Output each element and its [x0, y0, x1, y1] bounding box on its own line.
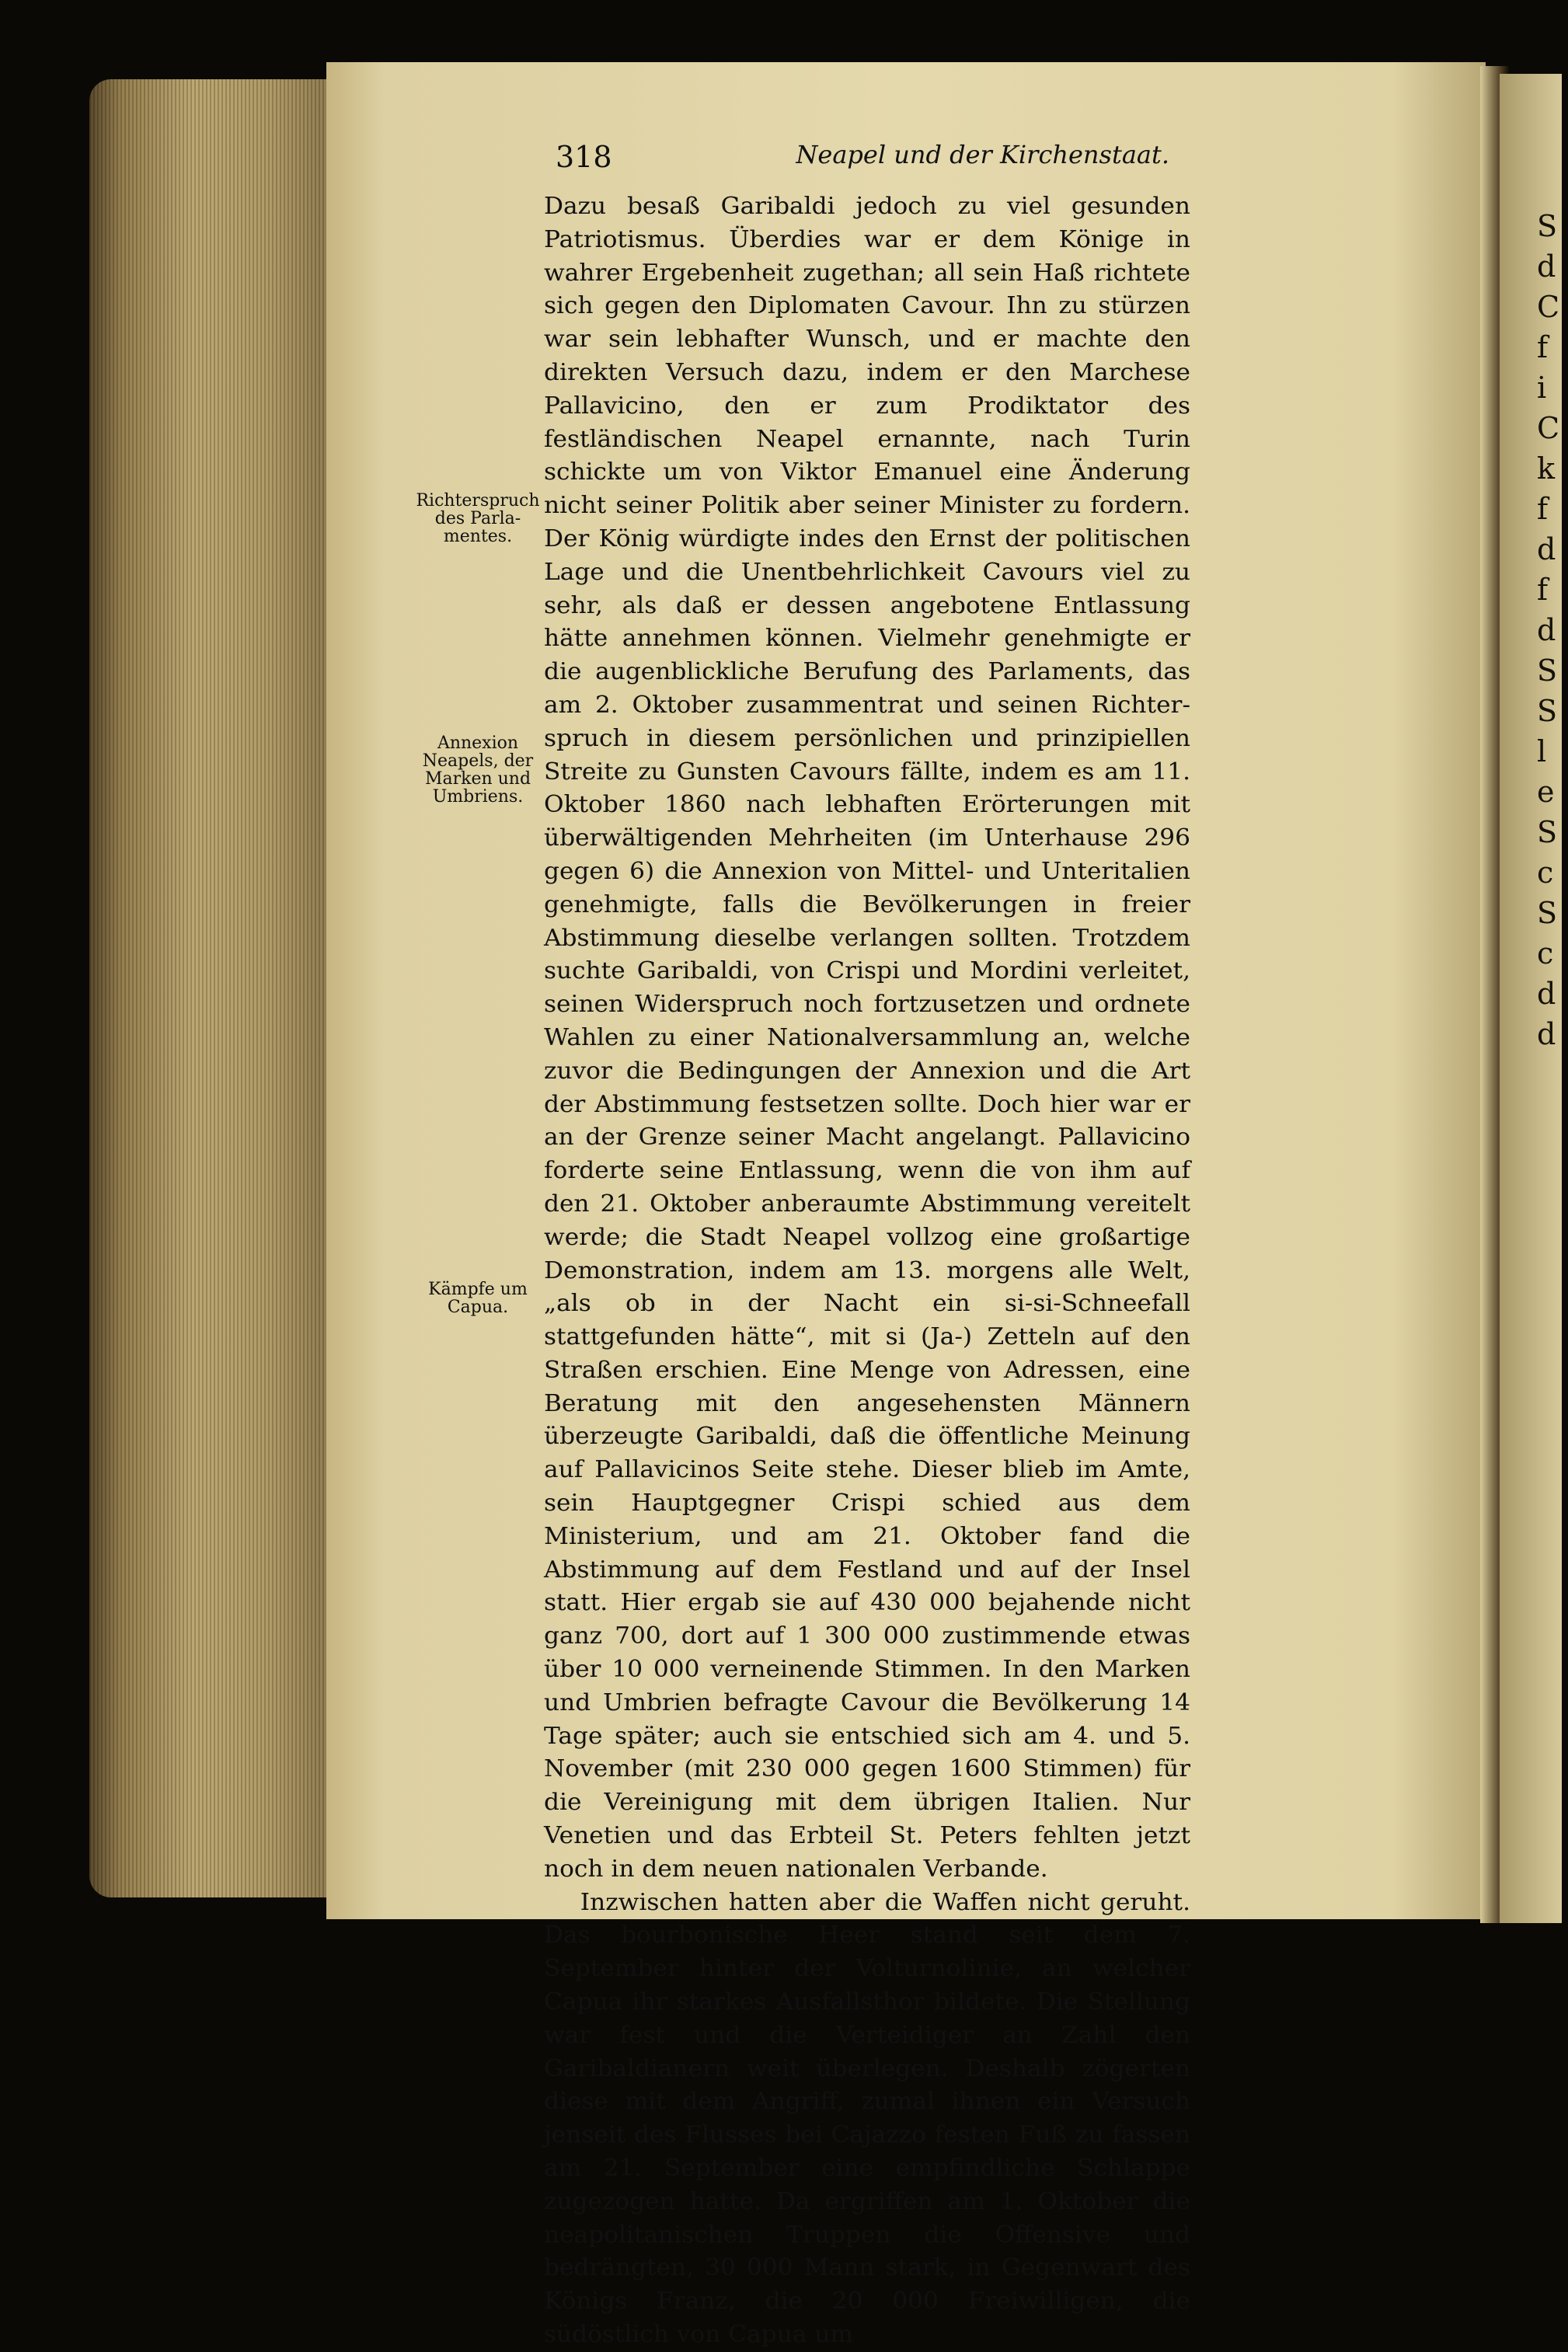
- margin-note-annexion: Annexion Neapels, der Marken und Umbriens.: [422, 733, 534, 807]
- paragraph-1: Dazu besaß Garibaldi jedoch zu viel gesunden Patriotismus. Überdies war er dem Könige in wahrer Ergebenheit zugethan; all sein Haß richtete sich gegen den Diplomaten Cavour. Ihn zu stürzen war sein lebhafter Wunsch, und er machte den direkten Versuch dazu, indem er den Marchese Pallavicino, den er zum Prodiktator des festländischen Neapel ernannte, nach Turin schickte um von Viktor Emanuel eine Änderung nicht seiner Politik aber seiner Minister zu fordern. Der König würdigte indes den Ernst der politischen Lage und die Unentbehrlichkeit Cavours viel zu sehr, als daß er dessen angebotene Entlassung hätte annehmen können. Vielmehr genehmigte er die augenblickliche Berufung des Parlaments, das am 2. Oktober zusammentrat und seinen Richterspruch in diesem persönlichen und prinzipiellen Streite zu Gunsten Cavours fällte, indem es am 11. Oktober 1860 nach lebhaften Erörterungen mit überwältigenden Mehrheiten (im Unterhause 296 gegen 6) die Annexion von Mittel- und Unteritalien genehmigte, falls die Bevölkerungen in freier Abstimmung dieselbe verlangen sollten. Trotzdem suchte Garibaldi, von Crispi und Mordini verleitet, seinen Widerspruch noch fortzusetzen und ordnete Wahlen zu einer Nationalversammlung an, welche zuvor die Bedingungen der Annexion und die Art der Abstimmung festsetzen sollte. Doch hier war er an der Grenze seiner Macht angelangt. Pallavicino forderte seine Entlassung, wenn die von ihm auf den 21. Oktober anberaumte Abstimmung vereitelt werde; die Stadt Neapel vollzog eine großartige Demonstration, indem am 13. morgens alle Welt, „als ob in der Nacht ein si-si-Schneefall stattgefunden hätte“, mit si (Ja-) Zetteln auf den Straßen erschien. Eine Menge von Adressen, eine Beratung mit den angesehensten Männern überzeugte Garibaldi, daß die öffentliche Meinung auf Pallavicinos Seite stehe. Dieser blieb im Amte, sein Hauptgegner Crispi schied aus dem Ministerium, und am 21. Oktober fand die Abstimmung auf dem Festland und auf der Insel statt. Hier ergab sie auf 430 000 bejahende nicht ganz 700, dort auf 1 300 000 zustimmende etwas über 10 000 verneinende Stimmen. In den Marken und Umbrien befragte Cavour die Bevölkerung 14 Tage später; auch sie entschied sich am 4. und 5. November (mit 230 000 gegen 1600 Stimmen) für die Vereinigung mit dem übrigen Italien. Nur Venetien und das Erbteil St. Peters fehlten jetzt noch in dem neuen nationalen Verbande.: [544, 193, 1190, 1883]
- next-page-edge: [1500, 74, 1562, 1923]
- page-header: [556, 140, 1169, 179]
- book-page-edges: [89, 79, 350, 1897]
- margin-note-kaempfe-um-capua: Kämpfe um Capua.: [428, 1280, 528, 1317]
- paragraph-2: Inzwischen hatten aber die Waffen nicht geruht. Das bourbonische Heer stand seit dem 7. September hinter der Volturnolinie, an welcher Capua ihr starkes Ausfallsthor bildete. Die Stellung war fest und die Verteidiger an Zahl den Garibaldianern weit überlegen. Deshalb zögerten diese mit dem Angriff, zumal ihnen ein Versuch jenseit des Flusses bei Cajazzo festen Fuß zu fassen am 21. September eine empfindliche Schlappe zugezogen hatte. Da ergriffen am 1. Oktober die neapolitanischen Truppen die Offensive und bedrängten, 30 000 Mann stark, in Gegenwart des Königs Franz, die 20 000 Freiwilligen, die südöstlich von Capua um: [544, 1888, 1190, 2348]
- main-text: [544, 190, 1190, 2352]
- page-number: 318: [556, 140, 612, 174]
- running-title: Neapel und der Kirchenstaat.: [796, 140, 1169, 169]
- next-page-text-fragment: S d C f i C k f d f d S S l e S c S c d d: [1537, 209, 1560, 1051]
- margin-note-richterspruch: Richterspruch des Parla- mentes.: [416, 491, 540, 546]
